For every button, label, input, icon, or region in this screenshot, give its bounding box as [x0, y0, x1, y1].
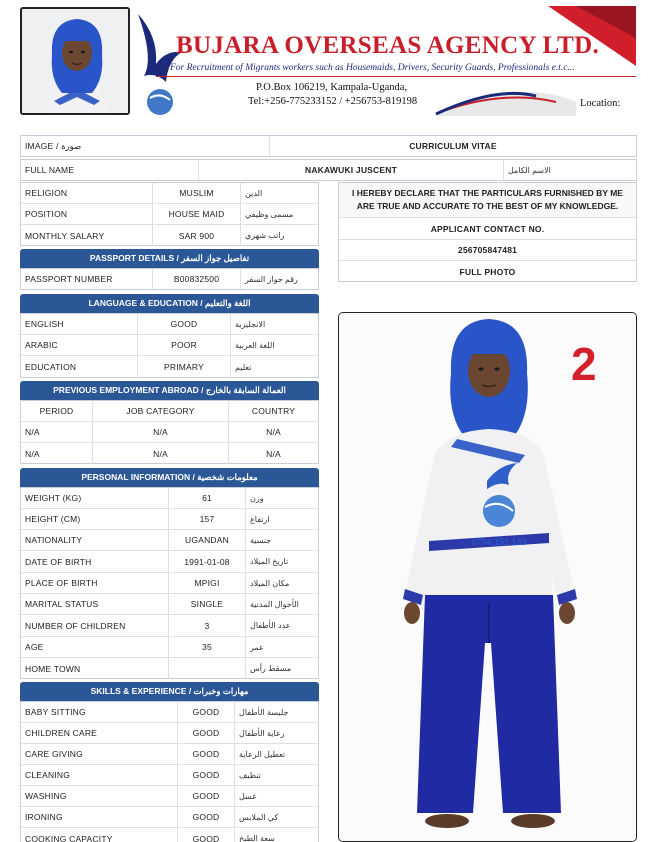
table-row: N/A N/A N/A [21, 422, 318, 443]
agency-name: BUJARA OVERSEAS AGENCY LTD. [176, 32, 600, 59]
image-label: IMAGE / صورة [21, 136, 270, 156]
table-row: IRONING GOOD كي الملابس [21, 807, 318, 828]
employment-section-heading: PREVIOUS EMPLOYMENT ABROAD / العمالة السابقة بالخارج [20, 381, 319, 400]
table-header-row: PERIOD JOB CATEGORY COUNTRY [21, 401, 318, 422]
full-name-arabic: الاسم الكامل [508, 165, 551, 175]
agency-address: P.O.Box 106219, Kampala-Uganda, [256, 82, 408, 93]
table-row: HOME TOWN مسقط رأس [21, 658, 318, 679]
uniform-logo-text: 0704 151 133 [471, 537, 527, 547]
full-name-row [20, 159, 637, 181]
table-row: CLEANING GOOD تنظيف [21, 765, 318, 786]
photo-number: 2 [571, 338, 597, 390]
table-row: RELIGION MUSLIM الدين [21, 183, 318, 204]
table-row: WASHING GOOD غسل [21, 786, 318, 807]
agency-location: Location: [580, 98, 621, 109]
agency-letterhead [136, 6, 636, 116]
table-row: MONTHLY SALARY SAR 900 راتب شهري [21, 225, 318, 246]
image-cv-row [20, 135, 637, 157]
full-name-label: FULL NAME [21, 160, 199, 180]
passport-section-heading: PASSPORT DETAILS / تفاصيل جواز السفر [20, 249, 319, 268]
table-row: ENGLISH GOOD الانجليزية [21, 314, 318, 335]
header-divider [156, 76, 636, 77]
declaration-panel [338, 182, 637, 282]
contact-number: 256705847481 [457, 245, 518, 255]
contact-label: APPLICANT CONTACT NO. [430, 224, 545, 234]
applicant-portrait-image [22, 9, 130, 115]
table-row: WEIGHT (KG) 61 وزن [21, 488, 318, 509]
table-row: NUMBER OF CHILDREN 3 عدد الأطفال [21, 615, 318, 637]
table-row: COOKING CAPACITY GOOD سعة الطبخ [21, 828, 318, 842]
table-row: CHILDREN CARE GOOD رعاية الأطفال [21, 723, 318, 744]
full-name-value: NAKAWUKI JUSCENT [199, 160, 504, 180]
table-row: HEIGHT (CM) 157 ارتفاع [21, 509, 318, 530]
declaration-text: I HEREBY DECLARE THAT THE PARTICULARS FURNISHED BY ME ARE TRUE AND ACCURATE TO THE BEST OF MY KNOWLEDGE. [339, 183, 636, 218]
basic-info-table [20, 182, 319, 246]
full-body-photo [338, 312, 637, 842]
table-row: NATIONALITY UGANDAN جنسية [21, 530, 318, 551]
full-photo-label: FULL PHOTO [459, 266, 516, 277]
agency-phones: Tel:+256-775233152 / +256753-819198 [248, 96, 418, 107]
employment-table [20, 400, 319, 464]
passport-label: PASSPORT NUMBER [21, 269, 153, 289]
personal-section-heading: PERSONAL INFORMATION / معلومات شخصية [20, 468, 319, 487]
table-row: EDUCATION PRIMARY تعليم [21, 356, 318, 378]
table-row: ARABIC POOR اللغة العربية [21, 335, 318, 356]
agency-tagline: For Recruitment of Migrants workers such as Housemaids, Drivers, Security Guards, Professionals e.t.c... [170, 63, 575, 73]
passport-table [20, 268, 319, 290]
skills-section-heading: SKILLS & EXPERIENCE / مهارات وخبرات [20, 682, 319, 701]
passport-photo [20, 7, 130, 115]
table-row: PLACE OF BIRTH MPIGI مكان الميلاد [21, 573, 318, 594]
passport-number: B00832500 [153, 269, 241, 289]
table-row: MARITAL STATUS SINGLE الأحوال المدنية [21, 594, 318, 615]
full-body-image [339, 313, 637, 842]
skills-table [20, 701, 319, 842]
table-row: AGE 35 عمر [21, 637, 318, 658]
table-row: DATE OF BIRTH 1991-01-08 تاريخ الميلاد [21, 551, 318, 573]
cv-title: CURRICULUM VITAE [409, 141, 497, 151]
language-section-heading: LANGUAGE & EDUCATION / اللغة والتعليم [20, 294, 319, 313]
table-row: BABY SITTING GOOD جليسة الأطفال [21, 702, 318, 723]
language-table [20, 313, 319, 378]
table-row: PASSPORT NUMBER B00832500 رقم جواز السفر [21, 269, 318, 289]
personal-table [20, 487, 319, 679]
table-row: POSITION HOUSE MAID مسمى وظيفي [21, 204, 318, 225]
table-row: CARE GIVING GOOD تعطيل الرعاية [21, 744, 318, 765]
table-row: N/A N/A N/A [21, 443, 318, 464]
